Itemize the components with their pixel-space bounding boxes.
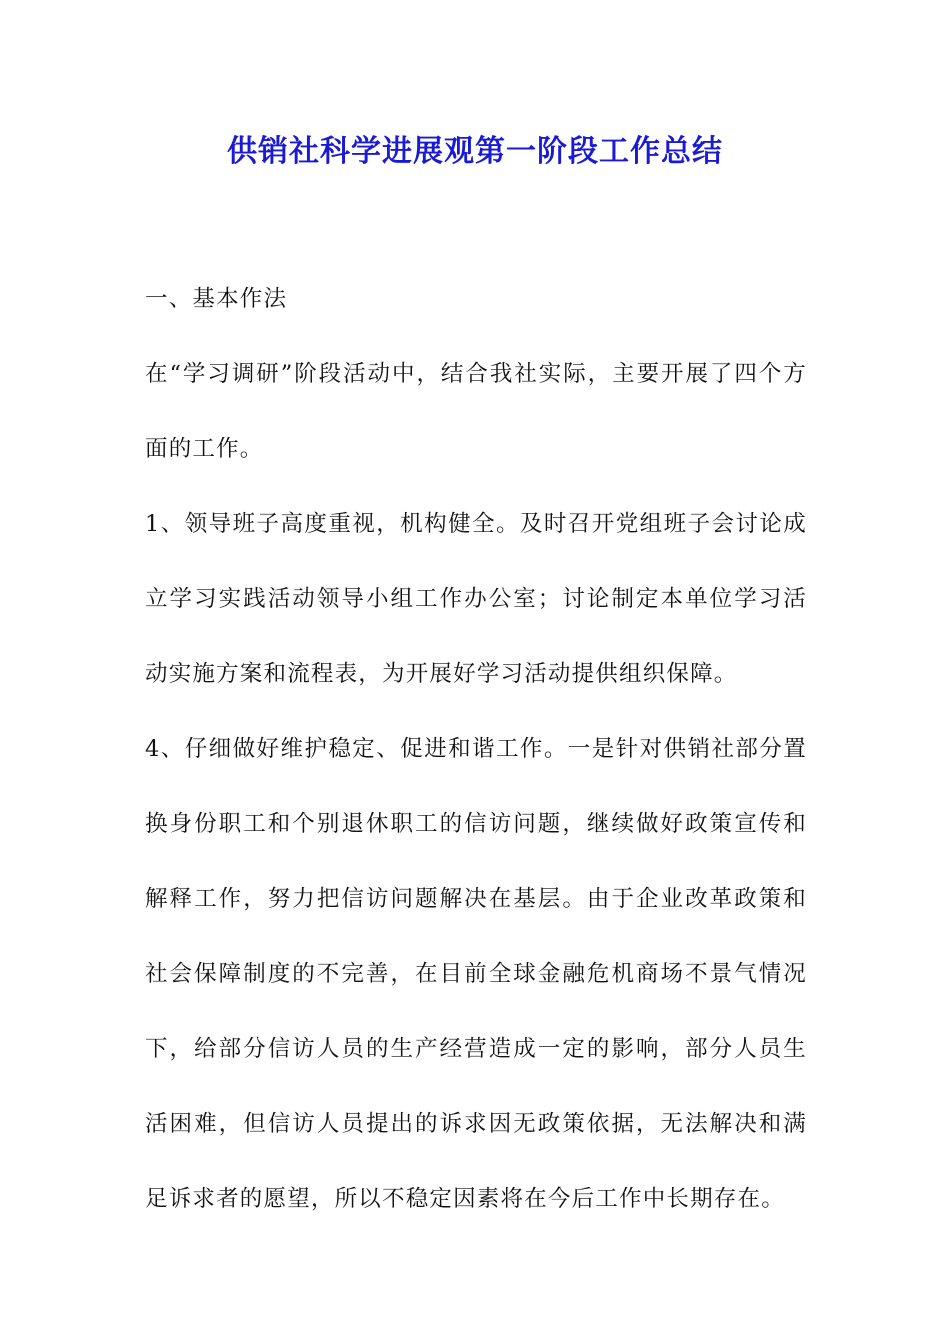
paragraph-item-1: 1、领导班子高度重视，机构健全。及时召开党组班子会讨论成立学习实践活动领导小组工作办公室；讨论制定本单位学习活动实施方案和流程表，为开展好学习活动提供组织保障。 [145, 511, 807, 687]
document-title: 供销社科学进展观第一阶段工作总结 [227, 134, 723, 169]
paragraph-item-4: 4、仔细做好维护稳定、促进和谐工作。一是针对供销社部分置换身份职工和个别退休职工的信访问题，继续做好政策宣传和解释工作，努力把信访问题解决在基层。由于企业改革政策和社会保障制度的不完善，在目前全球金融危机商场不景气情况下，给部分信访人员的生产经营造成一定的影响，部分人员生活困难，但信访人员提出的诉求因无政策依据，无法解决和满足诉求者的愿望，所以不稳定因素将在今后工作中长期存在。 [145, 736, 807, 1212]
section-heading: 一、基本作法 [145, 286, 288, 312]
document-body [145, 262, 807, 1237]
paragraph-intro: 在“学习调研”阶段活动中，结合我社实际，主要开展了四个方面的工作。 [145, 361, 807, 462]
